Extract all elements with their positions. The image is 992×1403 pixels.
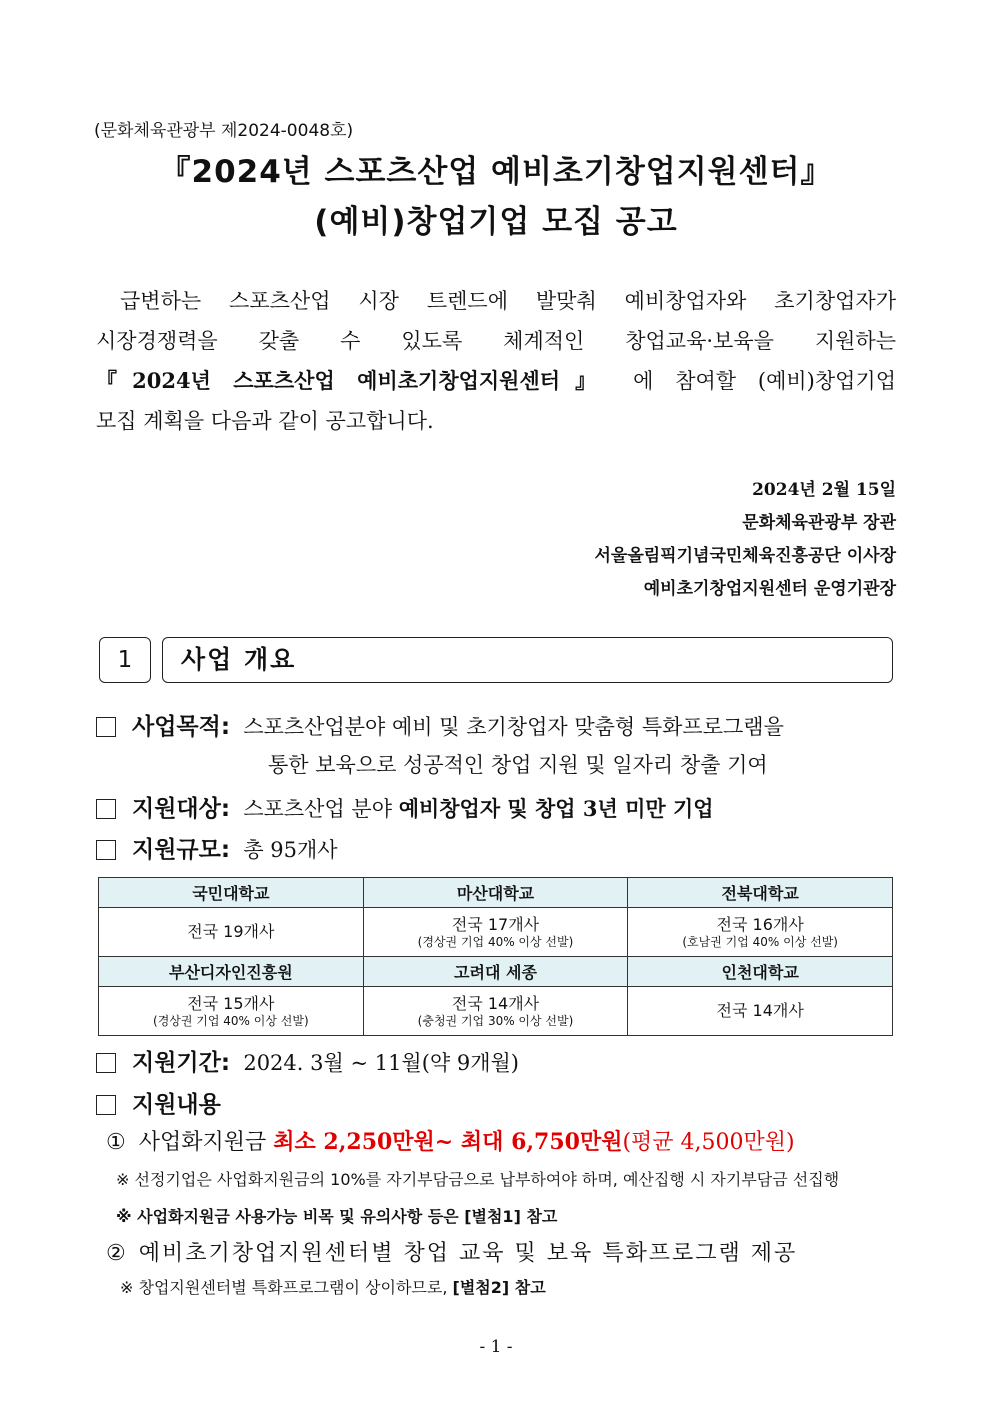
program-name: 『2024년 스포츠산업 예비초기창업지원센터』 [96,368,612,393]
checkbox-square-icon [96,1095,116,1115]
period-item [96,1044,519,1077]
table-header-cell: 전북대학교 [628,878,893,908]
section-title: 사업 개요 [162,637,893,683]
section-number: 1 [99,637,151,683]
cell-note: (충청권 기업 30% 이상 선발) [417,1013,574,1028]
table-cell [99,908,364,957]
intro-line: 급변하는 스포츠산업 시장 트렌드에 발맞춰 예비창업자와 초기창업자가 [120,289,896,313]
table-row [99,987,893,1036]
intro-line: 시장경쟁력을 갖출 수 있도록 체계적인 창업교육·보육을 지원하는 [96,329,896,353]
table-cell [628,908,893,957]
page-number: - 1 - [479,1337,513,1357]
announcement-date: 2024년 2월 15일 [752,480,896,500]
period-value: 2024. 3월 ~ 11월(약 9개월) [243,1051,520,1075]
notice-number: (문화체육관광부 제2024-0048호) [94,121,354,141]
note-attachment-2: ※ 창업지원센터별 특화프로그램이 상이하므로, [120,1278,453,1297]
signatory-center: 예비초기창업지원센터 운영기관장 [643,579,896,599]
scale-value: 총 95개사 [243,838,338,862]
table-header-row [99,957,893,987]
purpose-label: 사업목적: [132,714,231,740]
intro-line [96,361,896,401]
support-1-text: 사업화지원금 [138,1130,274,1155]
checkbox-square-icon [96,1053,116,1073]
target-item [96,790,714,823]
table-cell [363,987,628,1036]
table-header-cell: 마산대학교 [363,878,628,908]
cell-note: (호남권 기업 40% 이상 선발) [682,934,838,949]
period-label: 지원기간: [132,1050,231,1076]
content-item [96,1086,221,1119]
circled-one: ① [106,1130,126,1155]
signature-block [594,474,896,606]
cell-main: 전국 14개사 [451,993,540,1013]
purpose-line2: 통한 보육으로 성공적인 창업 지원 및 일자리 창출 기여 [268,753,768,777]
target-value-bold: 예비창업자 및 창업 3년 미만 기업 [398,796,714,821]
cell-main: 전국 19개사 [187,922,275,941]
table-cell [99,987,364,1036]
table-cell [363,908,628,957]
note-attachment-1: ※ 사업화지원금 사용가능 비목 및 유의사항 등은 [별첨1] 참고 [116,1207,558,1226]
table-header-cell: 부산디자인진흥원 [99,957,364,987]
cell-main: 전국 16개사 [716,914,804,934]
target-label: 지원대상: [132,796,231,822]
scale-label: 지원규모: [132,837,231,863]
support-average: (평균 4,500만원) [622,1130,795,1155]
table-header-cell: 고려대 세종 [363,957,628,987]
intro-paragraph [96,281,896,441]
signatory-foundation: 서울올림픽기념국민체육진흥공단 이사장 [594,546,896,566]
scale-item [96,831,338,864]
cell-main: 전국 14개사 [716,1001,804,1020]
target-value: 스포츠산업 분야 [243,797,399,821]
support-amount: 최소 2,250만원~ 최대 6,750만원 [273,1129,623,1155]
checkbox-square-icon [96,840,116,860]
support-item-2 [106,1236,797,1267]
cell-main: 전국 15개사 [187,993,275,1013]
purpose-item [96,708,784,741]
intro-line: 모집 계획을 다음과 같이 공고합니다. [96,409,434,433]
page-title: 『2024년 스포츠산업 예비초기창업지원센터』 [159,154,833,190]
table-cell [628,987,893,1036]
content-label: 지원내용 [132,1092,221,1118]
table-header-cell: 국민대학교 [99,878,364,908]
support-item-1 [106,1125,795,1156]
table-header-cell: 인천대학교 [628,957,893,987]
checkbox-square-icon [96,799,116,819]
cell-main: 전국 17개사 [451,914,540,934]
purpose-line1: 스포츠산업분야 예비 및 초기창업자 맞춤형 특화프로그램을 [243,715,784,739]
intro-line-rest: 에 참여할 (예비)창업기업 [611,369,896,393]
circled-two: ② [106,1241,126,1266]
support-2-text: 예비초기창업지원센터별 창업 교육 및 보육 특화프로그램 제공 [138,1241,798,1266]
checkbox-square-icon [96,717,116,737]
support-scale-table [98,877,893,1036]
note-attachment-2-ref: [별첨2] 참고 [452,1278,546,1297]
note-self-payment: ※ 선정기업은 사업화지원금의 10%를 자기부담금으로 납부하여야 하며, 예산집행 시 자기부담금 선집행 [116,1170,840,1189]
table-header-row [99,878,893,908]
signatory-ministry: 문화체육관광부 장관 [742,513,896,533]
cell-note: (경상권 기업 40% 이상 선발) [153,1013,309,1028]
table-row [99,908,893,957]
note-attachment-2-line [120,1275,546,1298]
cell-note: (경상권 기업 40% 이상 선발) [417,934,574,949]
page-subtitle: (예비)창업기업 모집 공고 [314,204,678,240]
